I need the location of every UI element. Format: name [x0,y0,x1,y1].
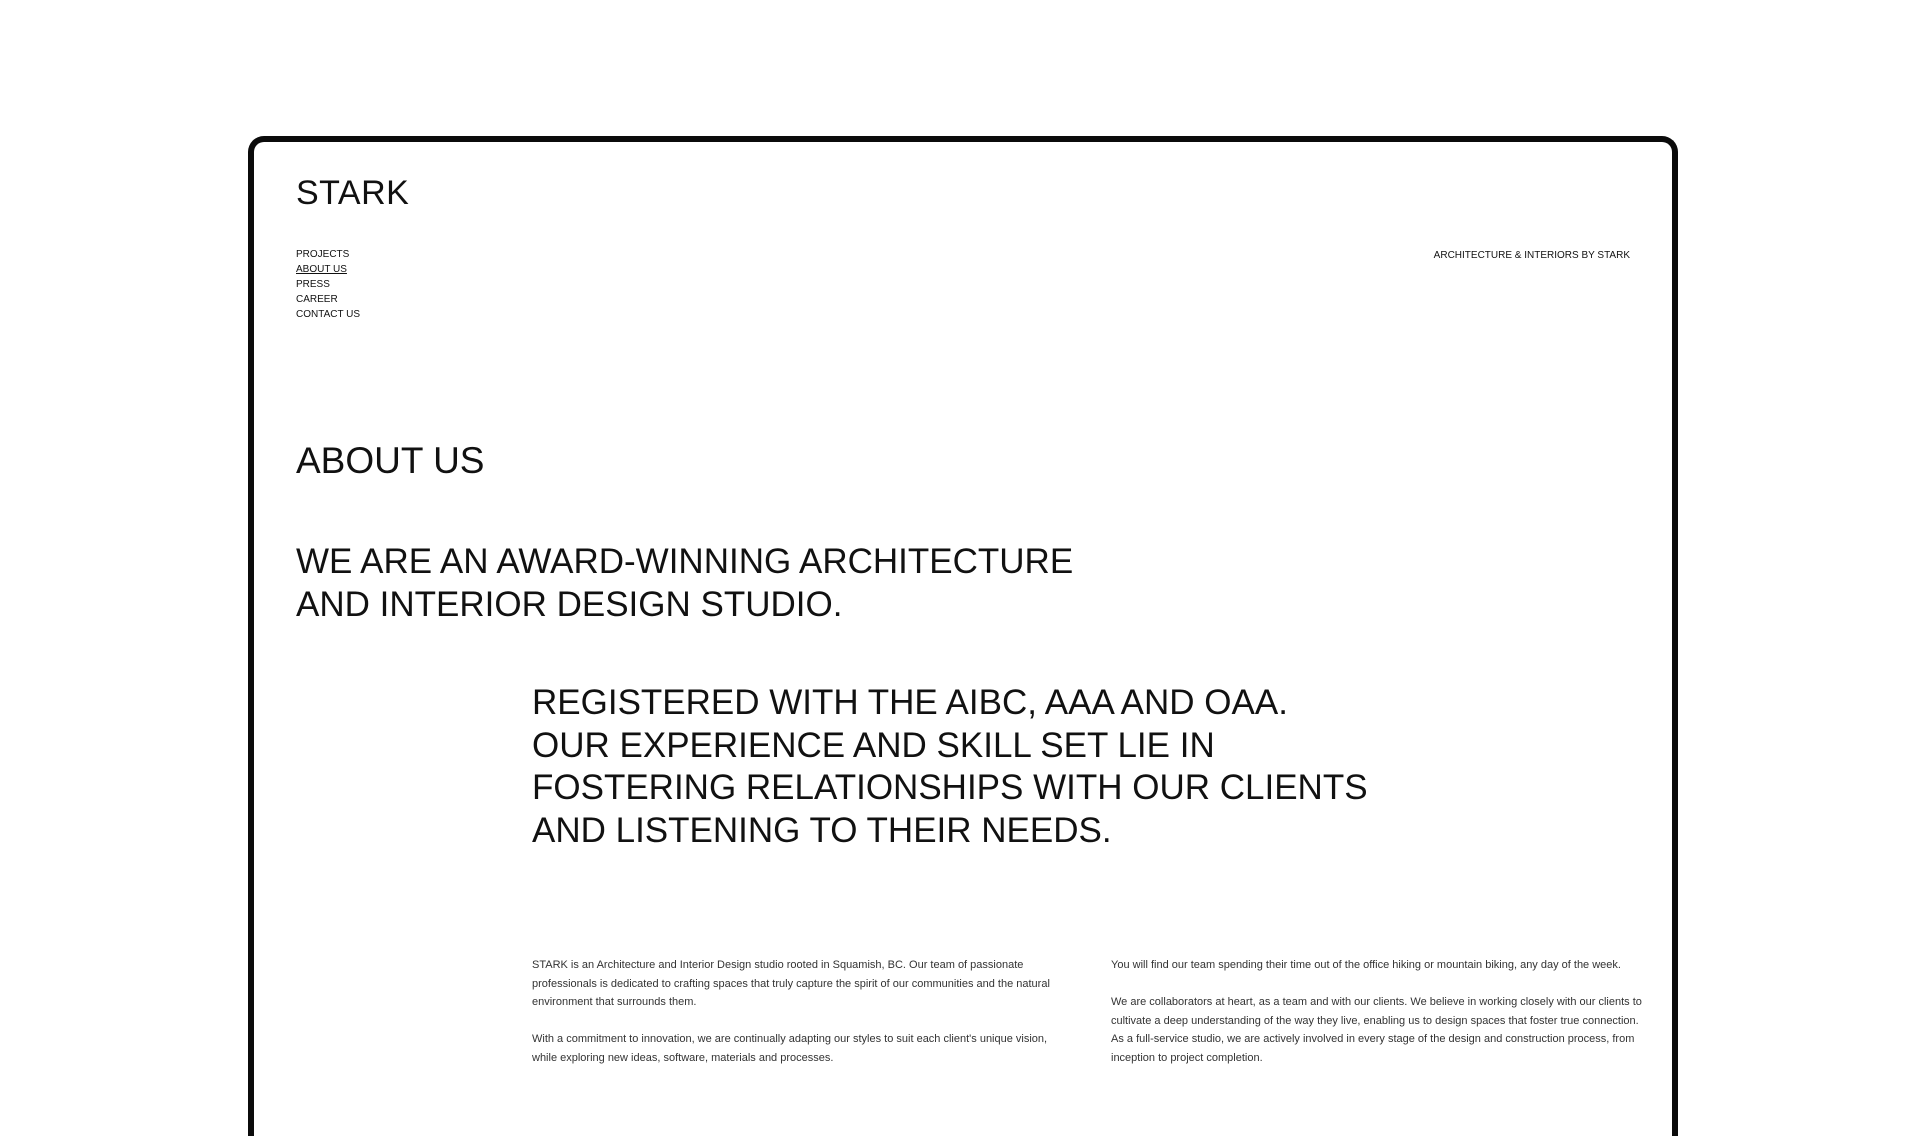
nav-item-label: ABOUT US [296,264,347,275]
nav-item-contact-us[interactable] [296,307,360,322]
statement-line: OUR EXPERIENCE AND SKILL SET LIE IN [532,725,1215,765]
body-paragraph: You will find our team spending their time out of the office hiking or mountain biking, any day of the week. [1111,959,1621,971]
nav-item-press[interactable] [296,277,360,292]
nav-item-label: PRESS [296,279,330,290]
nav-item-about-us[interactable] [296,262,360,277]
body-paragraph: With a commitment to innovation, we are continually adapting our styles to suit each client's unique vision, while exploring new ideas, software, materials and processes. [532,1033,1048,1064]
page-title: ABOUT US [296,440,485,481]
body-column-right [1111,956,1651,1086]
statement-line: REGISTERED WITH THE AIBC, AAA AND OAA. [532,683,1288,722]
nav-item-label: CONTACT US [296,309,361,320]
tagline: ARCHITECTURE & INTERIORS BY STARK [1433,250,1630,261]
statement [532,682,1368,852]
statement-line: FOSTERING RELATIONSHIPS WITH OUR CLIENTS [532,768,1368,807]
body-column-left [532,956,1062,1086]
nav-item-label: PROJECTS [296,249,350,260]
main-nav [296,247,360,322]
nav-item-projects[interactable] [296,247,360,262]
headline [296,540,1073,626]
nav-item-label: CAREER [296,294,338,305]
logo[interactable]: STARK [296,174,410,212]
headline-line: WE ARE AN AWARD-WINNING ARCHITECTURE [296,542,1074,581]
headline-line: AND INTERIOR DESIGN STUDIO. [296,585,843,624]
nav-item-career[interactable] [296,292,360,307]
body-paragraph: STARK is an Architecture and Interior Design studio rooted in Squamish, BC. Our team of passionate professionals is dedicated to crafting spaces that truly capture the spirit of our communities and the natural environment that surrounds them. [532,959,1050,1008]
browser-frame [248,136,1678,1136]
statement-line: AND LISTENING TO THEIR NEEDS. [532,810,1112,850]
body-paragraph: We are collaborators at heart, as a team and with our clients. We believe in working closely with our clients to cultivate a deep understanding of the way they live, enabling us to design spaces that foster true connection. As a full-service studio, we are actively involved in every stage of the design and construction process, from inception to project completion. [1111,996,1642,1064]
